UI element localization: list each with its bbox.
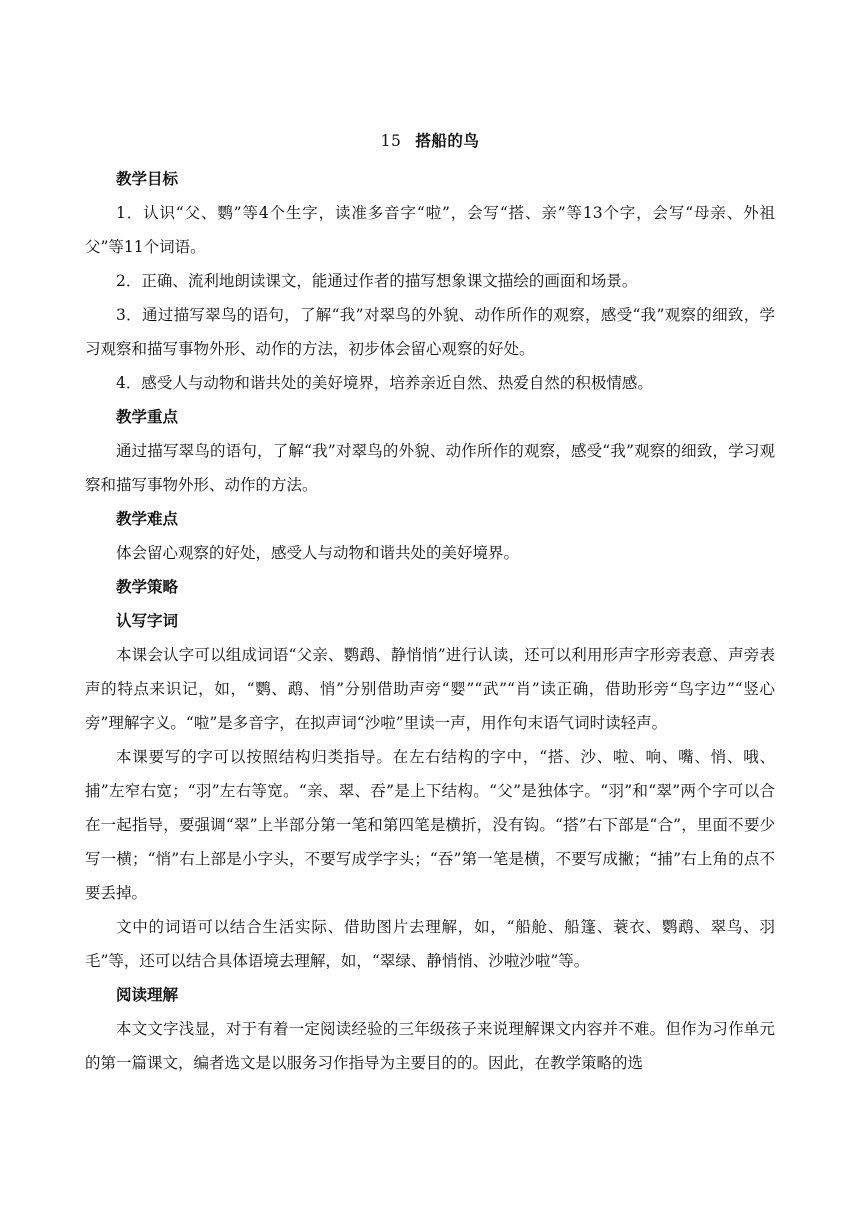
key-points-paragraph: 通过描写翠鸟的语句，了解“我”对翠鸟的外貌、动作所作的观察，感受“我”观察的细致，学习观察和描写事物外形、动作的方法。	[85, 442, 775, 494]
goal-paragraph-1: 1．认识“父、鹦”等4个生字，读准多音字“啦”，会写“搭、亲”等13个字，会写“母亲、外祖父”等11个词语。	[85, 204, 775, 256]
characters-paragraph-1: 本课会认字可以组成词语“父亲、鹦鹉、静悄悄”进行认读，还可以利用形声字形旁表意、声旁表声的特点来识记，如，“鹦、鹉、悄”分别借助声旁“婴”“武”“肖”读正确，借助形旁“鸟字边”“竖心旁”理解字义。“啦”是多音字，在拟声词“沙啦”里读一声，用作句末语气词时读轻声。	[85, 646, 775, 732]
section-heading-difficulties: 教学难点	[116, 510, 179, 528]
lesson-number: 15	[380, 132, 402, 150]
lesson-title: 搭船的鸟	[415, 131, 480, 150]
page-title	[85, 128, 775, 154]
section-heading-strategies: 教学策略	[116, 578, 179, 596]
section-heading-key-points: 教学重点	[116, 408, 179, 426]
section-heading-characters: 认写字词	[116, 612, 179, 630]
document-body	[85, 128, 775, 1080]
characters-paragraph-3: 文中的词语可以结合生活实际、借助图片去理解，如，“船舱、船篷、蓑衣、鹦鹉、翠鸟、羽毛”等，还可以结合具体语境去理解，如，“翠绿、静悄悄、沙啦沙啦”等。	[85, 918, 775, 970]
characters-paragraph-2: 本课要写的字可以按照结构归类指导。在左右结构的字中，“搭、沙、啦、响、嘴、悄、哦、捕”左窄右宽；“羽”左右等宽。“亲、翠、吞”是上下结构。“父”是独体字。“羽”和“翠”两个字可以合在一起指导，要强调“翠”上半部分第一笔和第四笔是横折，没有钩。“搭”右下部是“合”，里面不要少写一横；“悄”右上部是小字头，不要写成学字头；“吞”第一笔是横，不要写成撇；“捕”右上角的点不要丢掉。	[85, 748, 775, 902]
goal-paragraph-4: 4．感受人与动物和谐共处的美好境界，培养亲近自然、热爱自然的积极情感。	[116, 374, 653, 392]
section-heading-teaching-goals: 教学目标	[116, 170, 179, 188]
section-heading-reading: 阅读理解	[116, 986, 179, 1004]
difficulties-paragraph: 体会留心观察的好处，感受人与动物和谐共处的美好境界。	[116, 544, 520, 562]
goal-paragraph-2: 2．正确、流利地朗读课文，能通过作者的描写想象课文描绘的画面和场景。	[116, 272, 638, 290]
goal-paragraph-3: 3．通过描写翠鸟的语句，了解“我”对翠鸟的外貌、动作所作的观察，感受“我”观察的细致，学习观察和描写事物外形、动作的方法，初步体会留心观察的好处。	[85, 306, 775, 358]
reading-paragraph-1: 本文文字浅显，对于有着一定阅读经验的三年级孩子来说理解课文内容并不难。但作为习作单元的第一篇课文，编者选文是以服务习作指导为主要目的的。因此，在教学策略的选	[85, 1020, 775, 1072]
